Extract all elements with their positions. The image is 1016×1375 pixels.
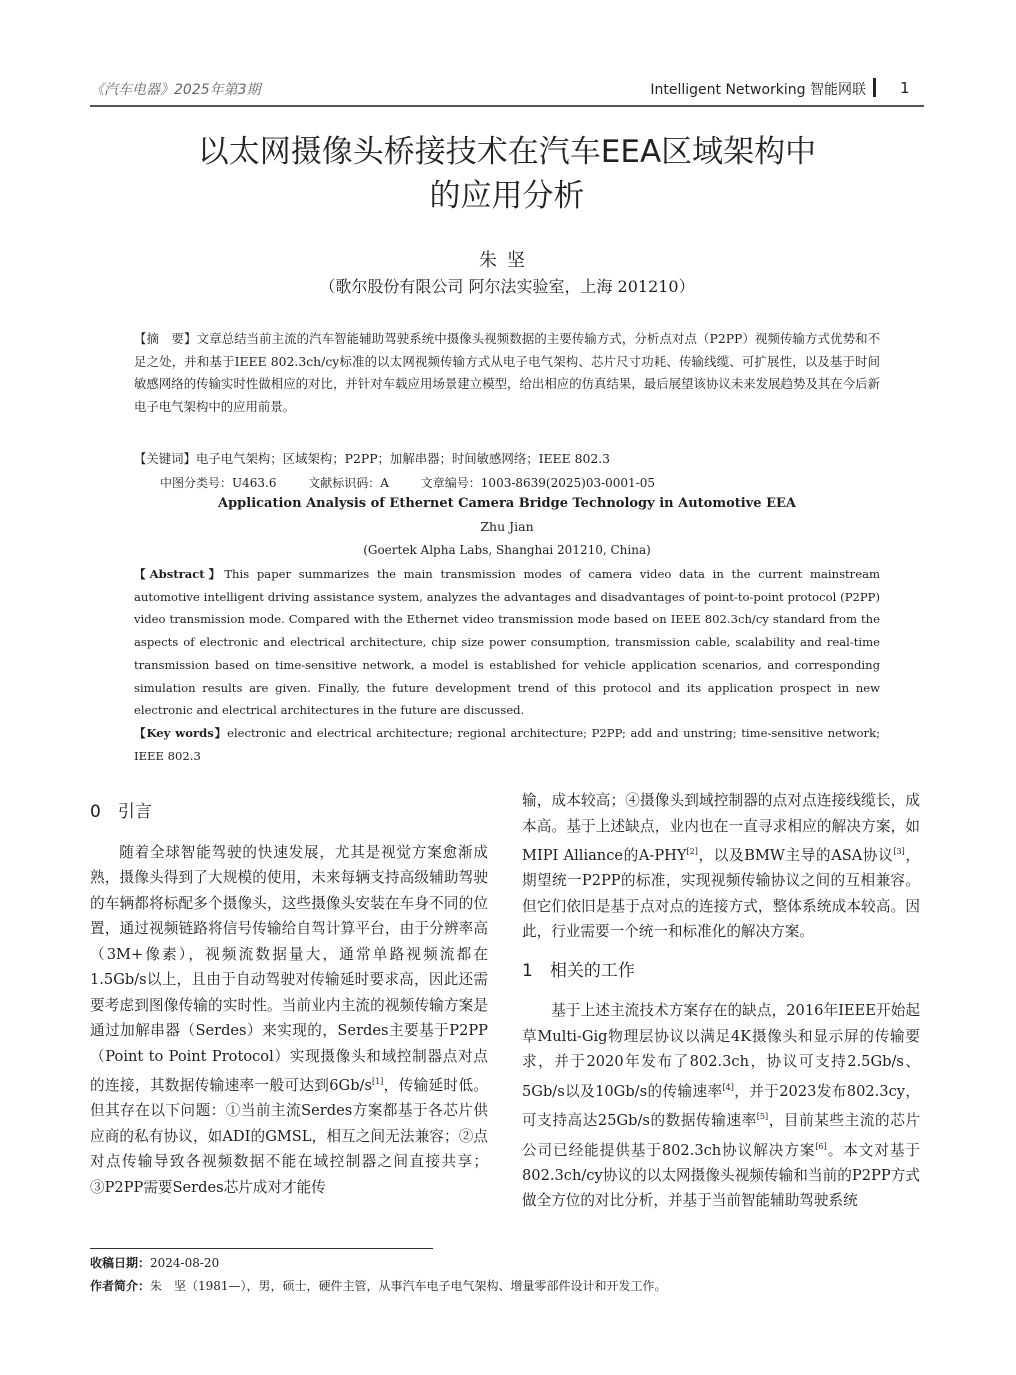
abstract-en (134, 563, 880, 722)
keywords-en (134, 722, 880, 767)
title-line-1: 以太网摄像头桥接技术在汽车EEA区域架构中 (197, 134, 817, 170)
keywords-en-label: 【Key words】 (134, 726, 228, 740)
sec1-text-b: ，并于2023发布802.3cy，可支持高达25Gb/s的数据传输速率 (522, 1082, 921, 1130)
english-author: Zhu Jian (480, 519, 534, 534)
document-code: 文献标识码：A (308, 476, 389, 490)
sec0-text-b: ，传输延时低。但其存在以下问题：①当前主流Serdes方案都基于各芯片供应商的私有协议，如ADI的GMSL，相互之间无法兼容；②点对点传输导致各视频数据不能在域控制器之间直接共享；③P2PP需要Serdes芯片成对才能传 (90, 1076, 488, 1196)
left-column (90, 800, 488, 1200)
keywords-cn-label: 【关键词】 (134, 451, 196, 466)
sec0-text-a: 随着全球智能驾驶的快速发展，尤其是视觉方案愈渐成熟，摄像头得到了大规模的使用，未来每辆支持高级辅助驾驶的车辆都将标配多个摄像头，这些摄像头安装在车身不同的位置，通过视频链路将信号传输给自驾计算平台，由于分辨率高（3M+像素），视频流数据量大，通常单路视频流都在1.5Gb/s以上，且由于自动驾驶对传输延时要求高，因此还需要考虑到图像传输的实时性。当前业内主流的视频传输方案是通过加解串器（Serdes）来实现的，Serdes主要基于P2PP（Point to Point Protocol）实现摄像头和域控制器点对点的连接，其数据传输速率一般可达到6Gb/s (90, 843, 488, 1094)
right-column (522, 788, 920, 1214)
right-text-a: 输，成本较高；④摄像头到域控制器的点对点连接线缆长，成本高。基于上述缺点，业内也在一直寻求相应的解决方案，如MIPI Alliance的A-PHY (522, 792, 920, 864)
section-1-heading: 1 相关的工作 (522, 960, 635, 981)
article-number: 文章编号：1003-8639(2025)03-0001-05 (420, 476, 656, 490)
header-divider-bar (873, 78, 876, 97)
keywords-en-text: electronic and electrical architecture; regional architecture; P2PP; add and unstring; time-sensitive network; IEEE 802.3 (134, 726, 880, 763)
continued-paragraph (522, 788, 920, 945)
header-rule (90, 105, 924, 107)
citation-3: [3] (893, 847, 905, 856)
abstract-cn-label: 【摘 要】 (134, 331, 197, 346)
title-line-2: 的应用分析 (429, 178, 585, 214)
citation-2: [2] (686, 847, 698, 856)
abstract-cn (134, 328, 880, 419)
english-title: Application Analysis of Ethernet Camera Bridge Technology in Automotive EEA (218, 496, 796, 511)
sec1-text-c: ，目前某些主流的芯片公司已经能提供基于802.3ch协议解决方案 (522, 1112, 920, 1159)
abstract-en-label: 【Abstract】 (134, 567, 225, 581)
citation-4: [4] (722, 1082, 734, 1092)
right-text-b: ，以及BMW主导的ASA协议 (697, 846, 894, 864)
author-name: 朱坚 (479, 250, 535, 271)
section-0-heading: 0 引言 (90, 802, 152, 822)
section-0-paragraph (90, 840, 488, 1201)
author-bio-text: 朱 坚（1981—），男，硕士，硬件主管，从事汽车电子电气架构、增量零部件设计和开发工作。 (150, 1279, 667, 1293)
section-name: Intelligent Networking 智能网联 (650, 82, 866, 98)
page-number: 1 (900, 79, 910, 97)
received-label: 收稿日期： (90, 1256, 151, 1270)
sec1-text-d: 。本文对基于802.3ch/cy协议的以太网摄像头视频传输和当前的P2PP方式做全方位的对比分析，并基于当前智能辅助驾驶系统 (522, 1141, 920, 1210)
english-affiliation: (Goertek Alpha Labs, Shanghai 201210, China) (363, 543, 651, 557)
footnote-rule (90, 1248, 433, 1249)
clc-number: 中图分类号：U463.6 (160, 476, 277, 490)
classification-row (160, 474, 683, 491)
article-title (90, 130, 924, 218)
abstract-en-text: This paper summarizes the main transmission modes of camera video data in the current mainstream automotive intelligent driving assistance system, analyzes the advantages and disadvantages of point-to-point protocol (P2PP) video transmission mode. Compared with the Ethernet video transmission mode based on IEEE 802.3ch/cy standard from the aspects of electronic and electrical architecture, chip size power consumption, transmission cable, scalability and real-time transmission based on time-sensitive network, a model is established for vehicle application scenarios, and corresponding simulation results are given. Finally, the future development trend of this protocol and its application prospect in new electronic and electrical architectures in the future are discussed. (134, 567, 880, 718)
abstract-cn-text: 文章总结当前主流的汽车智能辅助驾驶系统中摄像头视频数据的主要传输方式，分析点对点（P2PP）视频传输方式优势和不足之处，并和基于IEEE 802.3ch/cy标准的以太网视频传输方式从电子电气架构、芯片尺寸功耗、传输线缆、可扩展性，以及基于时间敏感网络的传输实时性做相应的对比，并针对车载应用场景建立模型，给出相应的仿真结果，最后展望该协议未来发展趋势及其在今后新电子电气架构中的应用前景。 (134, 331, 880, 415)
author-bio (90, 1277, 667, 1294)
keywords-cn (134, 448, 880, 471)
author-affiliation: （歌尔股份有限公司 阿尔法实验室，上海 201210） (319, 277, 695, 296)
right-text-c: ，期望统一P2PP的标准，实现视频传输协议之间的互相兼容。但它们依旧是基于点对点的连接方式，整体系统成本较高。因此，行业需要一个统一和标准化的解决方案。 (522, 846, 920, 941)
citation-5: [5] (756, 1112, 769, 1122)
journal-issue: 《汽车电器》2025年第3期 (90, 82, 261, 98)
received-value: 2024-08-20 (150, 1256, 220, 1270)
keywords-cn-text: 电子电气架构；区域架构；P2PP；加解串器；时间敏感网络；IEEE 802.3 (195, 451, 611, 466)
author-bio-label: 作者简介： (90, 1279, 151, 1293)
citation-1: [1] (371, 1077, 384, 1086)
received-date (90, 1254, 219, 1271)
citation-6: [6] (815, 1141, 827, 1151)
sec1-text-a: 基于上述主流技术方案存在的缺点，2016年IEEE开始起草Multi-Gig物理层协议以满足4K摄像头和显示屏的传输要求，并于2020年发布了802.3ch，协议可支持2.5Gb/s、5Gb/s以及10Gb/s的传输速率 (522, 1002, 920, 1100)
section-1-paragraph (522, 998, 920, 1214)
